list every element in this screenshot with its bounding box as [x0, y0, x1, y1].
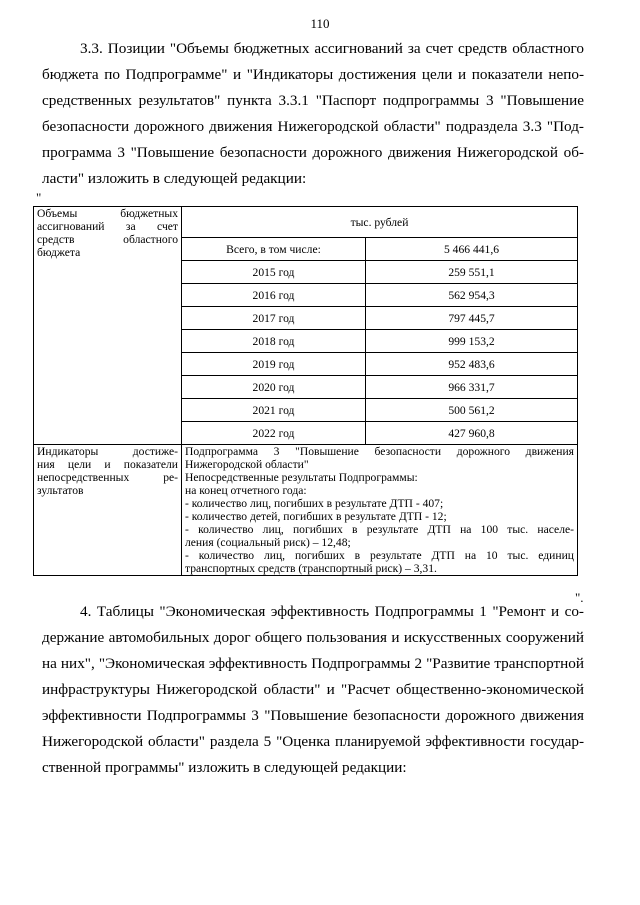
paragraph-4 — [42, 599, 584, 781]
paragraph-line: держание автомобильных дорог общего пользования и искусственных сооружений — [42, 629, 584, 646]
page-number: 110 — [310, 16, 330, 31]
opening-quote: " — [36, 190, 42, 205]
paragraph-line: Нижегородской области" раздела 5 "Оценка планируемой эффективности государ- — [42, 733, 584, 750]
value-cell: 500 561,2 — [366, 399, 578, 422]
paragraph-line: ласти" изложить в следующей редакции: — [42, 170, 307, 187]
paragraph-line: 4. Таблицы "Экономическая эффективность Подпрограммы 1 "Ремонт и со- — [80, 603, 584, 620]
paragraph-line: безопасности дорожного движения Нижегородской области" подраздела 3.3 "Под- — [42, 118, 584, 135]
total-value: 5 466 441,6 — [366, 238, 578, 261]
paragraph-line: на них", "Экономическая эффективность Подпрограммы 2 "Развитие транспортной — [42, 655, 584, 672]
year-cell: 2022 год — [182, 422, 366, 445]
paragraph-3-3 — [42, 36, 584, 192]
paragraph-line: 3.3. Позиции "Объемы бюджетных ассигнований за счет средств областного — [80, 40, 584, 57]
paragraph-line: ственной программы" изложить в следующей редакции: — [42, 759, 407, 776]
value-cell: 427 960,8 — [366, 422, 578, 445]
paragraph-line: инфраструктуры Нижегородской области" и "Расчет общественно-экономической — [42, 681, 584, 698]
year-cell: 2016 год — [182, 284, 366, 307]
paragraph-line: средственных результатов" пункта 3.3.1 "Паспорт подпрограммы 3 "Повышение — [42, 92, 584, 109]
value-cell: 797 445,7 — [366, 307, 578, 330]
paragraph-line: бюджета по Подпрограмме" и "Индикаторы достижения цели и показатели непо- — [42, 66, 584, 83]
paragraph-line: программа 3 "Повышение безопасности дорожного движения Нижегородской об- — [42, 144, 584, 161]
value-cell: 952 483,6 — [366, 353, 578, 376]
value-cell: 562 954,3 — [366, 284, 578, 307]
year-cell: 2020 год — [182, 376, 366, 399]
year-cell: 2017 год — [182, 307, 366, 330]
funding-label: Объемы бюджетных ассигнований за счет средств областного бюджета — [34, 207, 182, 445]
currency-header: тыс. рублей — [182, 207, 578, 238]
passport-table — [33, 206, 578, 576]
total-label: Всего, в том числе: — [182, 238, 366, 261]
year-cell: 2015 год — [182, 261, 366, 284]
closing-quote: ". — [575, 590, 584, 605]
value-cell: 259 551,1 — [366, 261, 578, 284]
value-cell: 966 331,7 — [366, 376, 578, 399]
year-cell: 2021 год — [182, 399, 366, 422]
indicators-content: Подпрограмма 3 "Повышение безопасности дорожного движения Нижегородской области" Непосредственные результаты Подпрограммы: на конец отчетного года: - количество лиц, погибших в результате ДТП - 407; - количество детей, погибших в результате ДТП - 12; - количество лиц, погибших в результате ДТП на 100 тыс. населе- ления (социальный риск) – 12,48; - количество лиц, погибших в результате ДТП на 10 тыс. единиц транспортных средств (транспортный риск) – 3,31. — [182, 445, 578, 576]
value-cell: 999 153,2 — [366, 330, 578, 353]
year-cell: 2018 год — [182, 330, 366, 353]
year-cell: 2019 год — [182, 353, 366, 376]
paragraph-line: эффективности Подпрограммы 3 "Повышение безопасности дорожного движения — [42, 707, 584, 724]
indicators-label: Индикаторы достиже- ния цели и показатели непосредственных ре- зультатов — [34, 445, 182, 576]
